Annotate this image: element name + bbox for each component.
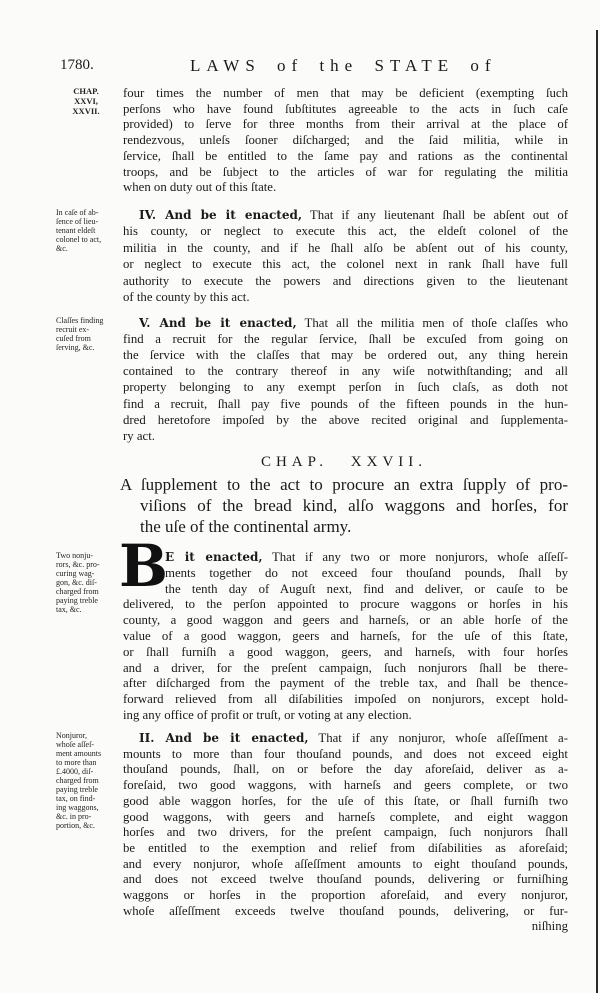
margin-note-line: colonel to act, <box>56 235 102 244</box>
line-text: That if any two or more nonjurors, whoſe aſſeſſ- <box>262 550 568 564</box>
text-line: perſons who have found ſubſtitutes agreeable to the acts in ſuch caſe <box>123 101 568 116</box>
text-line: ſervice, ſhall be entitled to the ſame pay and rations as the continental <box>123 148 568 163</box>
text-line: waggons or horſes in the proportion aforeſaid, and every nonjuror, <box>123 888 568 902</box>
text-line: the ſervice with the claſſes that may be ordered out, any thing herein <box>123 348 568 363</box>
text-line <box>139 730 568 747</box>
text-line: the tenth day of Auguſt next, find and deliver, or cauſe to be <box>165 581 568 596</box>
text-line: of the county by this act. <box>123 290 250 304</box>
text-line: horſes and two drivers, for the preſent campaign, ſuch nonjurors ſhall <box>123 825 568 840</box>
margin-note-line: whoſe aſſeſ- <box>56 740 94 749</box>
margin-note-line: recruit ex- <box>56 325 90 334</box>
text-line: and a driver, for the preſent campaign, ſuch nonjurors ſhall be there- <box>123 660 568 675</box>
text-line: thouſand pounds, ſhall, on or before the day aforeſaid, deliver as a- <box>123 762 568 777</box>
margin-note-line: curing wag- <box>56 569 95 578</box>
enacting-clause: V. And be it enacted, <box>139 316 297 330</box>
text-line: value of a good waggon, geers and harneſs, for the uſe of this ſtate, <box>123 629 568 643</box>
text-line: and every nonjuror, whoſe aſſeſſment amounts to eight thouſand pounds, <box>123 856 568 871</box>
text-line <box>139 315 568 332</box>
text-line: property belonging to any exempt perſon in ſuch claſs, as doth not <box>123 380 568 395</box>
text-line: provided) to ſerve for three months from their arrival at the place of <box>123 117 568 132</box>
margin-note-line: tax, on find- <box>56 794 96 803</box>
text-line: militia in the county, and if he ſhall alſo be abſent out of his county, <box>123 240 568 255</box>
running-title: LAWS of the STATE of <box>190 56 497 75</box>
margin-note-line: &c. <box>56 244 68 253</box>
enacting-clause: II. And be it enacted, <box>139 731 309 745</box>
text-line: four times the number of men that may be deficient (exempting ſuch <box>123 86 568 100</box>
line-text: That if any nonjuror, whoſe aſſeſſment a- <box>308 731 568 745</box>
margin-note-line: portion, &c. <box>56 821 95 830</box>
text-line: find a recruit, ſhall pay five pounds of the fifteen pounds in the hun- <box>123 396 568 411</box>
text-line <box>139 207 568 224</box>
chapter-title-line: A ſupplement to the act to procure an extra ſupply of pro- <box>120 475 568 494</box>
margin-note-line: CHAP. <box>73 86 99 96</box>
margin-note-line: ſence of lieu- <box>56 217 99 226</box>
chapter-title-line: viſions of the bread kind, alſo waggons and horſes, for <box>140 496 568 515</box>
margin-note-line: tax, &c. <box>56 605 82 614</box>
text-line: contained to the contrary thereof in any wiſe notwithſtanding; and all <box>123 364 568 379</box>
line-text: That all the militia men of thoſe claſſes who <box>296 316 568 330</box>
text-line: dred heretofore impoſed by the above recited original and ſupplementa- <box>123 412 568 427</box>
text-line: forward relieved from all diſabilities impoſed on nonjurors, except hold- <box>123 692 568 707</box>
margin-note-line: XXVII. <box>72 106 100 116</box>
page-year: 1780. <box>60 57 94 73</box>
chapter-heading: CHAP. XXVII. <box>260 454 428 470</box>
margin-note-line: charged from <box>56 587 99 596</box>
text-line: delivered, to the perſon appointed to procure waggons or horſes in his <box>123 597 568 612</box>
text-line: good waggons, with geers and harneſs complete, and eight waggon <box>123 809 568 824</box>
chapter-title-line: the uſe of the continental army. <box>140 517 352 536</box>
margin-note-line: ſerving, &c. <box>56 343 95 352</box>
margin-note-line: ing waggons, <box>56 803 99 812</box>
margin-note-line: Two nonju- <box>56 551 93 560</box>
text-line: whoſe aſſeſſment exceeds twelve thouſand pounds, delivering, or fur- <box>123 903 568 918</box>
text-line: when on duty out of this ſtate. <box>123 180 277 195</box>
text-line: his county, or neglect to execute this act, the eldeſt colonel of the <box>123 224 568 239</box>
text-line: county, a good waggon and geers and harneſs, or an able horſe of the <box>123 613 568 628</box>
margin-note-line: rors, &c. pro- <box>56 560 100 569</box>
line-text: That if any lieutenant ſhall be abſent out of <box>302 208 568 222</box>
margin-note-line: Claſſes finding <box>56 316 104 325</box>
text-line: troops, and be ſubject to the articles of war for regulating the militia <box>123 164 568 179</box>
text-line: ry act. <box>123 428 155 443</box>
enacting-clause: E it enacted, <box>165 550 263 564</box>
margin-note-line: £.4000, diſ- <box>56 767 94 776</box>
text-line: after diſcharged from the payment of the treble tax, and ſhall be thence- <box>123 676 568 691</box>
margin-note-line: &c. in pro- <box>56 812 92 821</box>
page-edge-line <box>596 30 598 993</box>
text-line: niſhing <box>531 919 568 934</box>
margin-note-line: Nonjuror, <box>56 731 88 740</box>
text-line: rendezvous, unleſs ſooner diſcharged; and the ſaid militia, while in <box>123 133 568 148</box>
margin-note-line: cuſed from <box>56 334 91 343</box>
text-line: ing any office of profit or truſt, or voting at any election. <box>123 708 412 722</box>
enacting-clause: IV. And be it enacted, <box>139 208 303 222</box>
margin-note-line: tenant eldeſt <box>56 226 96 235</box>
text-line: be entitled to the exemption and relief from diſabilities as aforeſaid; <box>123 840 568 855</box>
margin-note-line: In caſe of ab- <box>56 208 99 217</box>
margin-note-line: paying treble <box>56 785 98 794</box>
margin-note-line: gon, &c. diſ- <box>56 578 97 587</box>
text-line: good able waggon horſes, for the uſe of this ſtate, or ſhall furniſh two <box>123 793 568 808</box>
margin-note-line: XXVI, <box>74 96 98 106</box>
text-line: and does not exceed twelve thouſand pounds, delivering or furniſhing <box>123 872 568 887</box>
text-line: mounts to more than four thouſand pounds, and does not exceed eight <box>123 746 568 761</box>
margin-note-line: charged from <box>56 776 99 785</box>
text-line: ments together do not exceed four thouſand pounds, ſhall by <box>165 565 568 580</box>
text-line: foreſaid, two good waggons, with harneſs and geers complete, or two <box>123 778 568 793</box>
drop-cap: B <box>119 532 169 600</box>
text-line: or neglect to execute this act, the colonel next in rank ſhall have full <box>123 257 568 272</box>
margin-note-line: ment amounts <box>56 749 102 758</box>
text-line: or ſhall furniſh a good waggon, geers, and harneſs, with four horſes <box>123 644 568 659</box>
margin-note-line: to more than <box>56 758 97 767</box>
margin-note-line: paying treble <box>56 596 98 605</box>
text-line <box>165 549 568 566</box>
text-line: authority to execute the powers and directions given to the lieutenant <box>123 273 568 288</box>
text-line: find a recruit for the regular ſervice, ſhall be excuſed from going on <box>123 332 568 347</box>
